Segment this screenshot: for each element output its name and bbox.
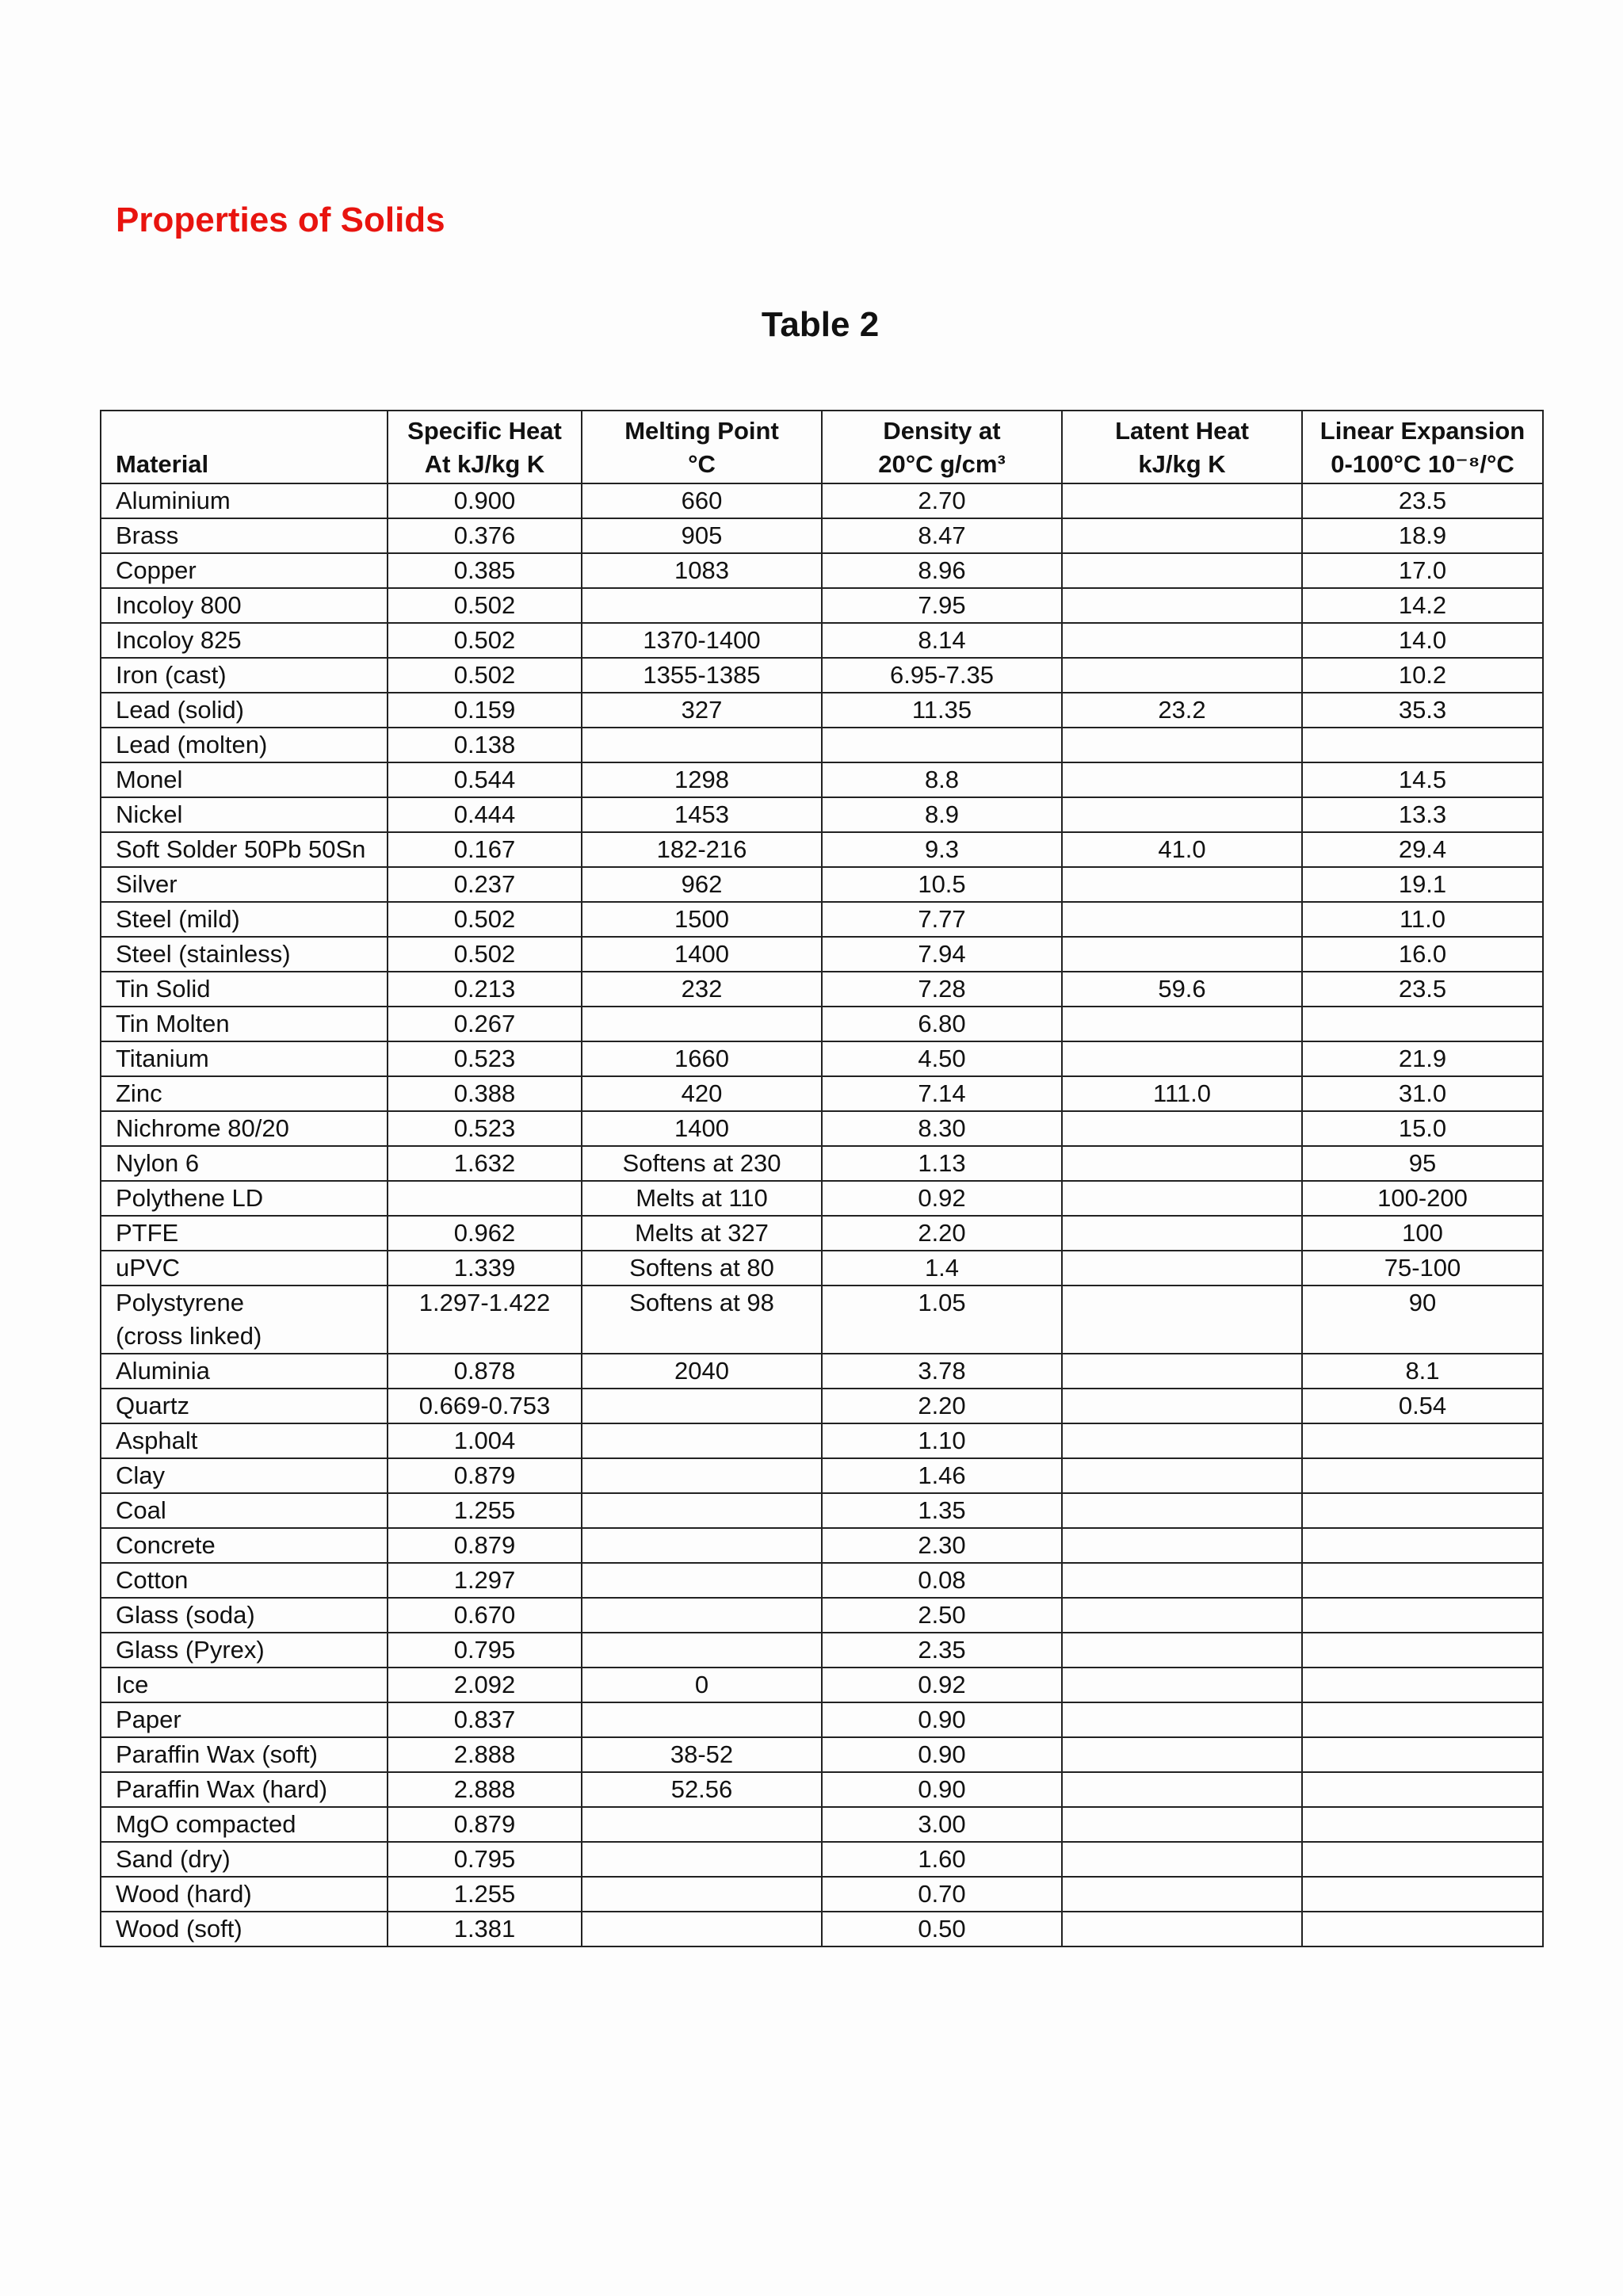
cell-latent-heat bbox=[1062, 937, 1302, 972]
cell-material: Iron (cast) bbox=[101, 658, 388, 693]
cell-specific-heat: 0.523 bbox=[388, 1111, 582, 1146]
cell-linear-expansion: 11.0 bbox=[1302, 902, 1543, 937]
cell-specific-heat: 1.297-1.422 bbox=[388, 1286, 582, 1354]
cell-material: uPVC bbox=[101, 1251, 388, 1286]
cell-material: Silver bbox=[101, 867, 388, 902]
cell-specific-heat: 1.632 bbox=[388, 1146, 582, 1181]
cell-material: Glass (soda) bbox=[101, 1598, 388, 1633]
cell-density: 1.46 bbox=[822, 1458, 1062, 1493]
cell-linear-expansion: 0.54 bbox=[1302, 1389, 1543, 1423]
cell-linear-expansion: 18.9 bbox=[1302, 518, 1543, 553]
cell-material: Cotton bbox=[101, 1563, 388, 1598]
header-material: Material bbox=[101, 411, 388, 483]
cell-density: 3.00 bbox=[822, 1807, 1062, 1842]
cell-specific-heat: 1.297 bbox=[388, 1563, 582, 1598]
cell-melting-point: 0 bbox=[582, 1668, 822, 1702]
table-row bbox=[101, 1877, 1543, 1912]
cell-melting-point bbox=[582, 1389, 822, 1423]
cell-melting-point: 1400 bbox=[582, 1111, 822, 1146]
cell-latent-heat bbox=[1062, 518, 1302, 553]
table-row bbox=[101, 937, 1543, 972]
cell-density: 0.50 bbox=[822, 1912, 1062, 1946]
cell-material: Sand (dry) bbox=[101, 1842, 388, 1877]
cell-density: 1.60 bbox=[822, 1842, 1062, 1877]
cell-melting-point bbox=[582, 1912, 822, 1946]
cell-specific-heat: 0.879 bbox=[388, 1458, 582, 1493]
table-row bbox=[101, 1528, 1543, 1563]
header-linear-expansion: Linear Expansion 0-100°C 10⁻⁸/°C bbox=[1302, 411, 1543, 483]
cell-specific-heat: 0.237 bbox=[388, 867, 582, 902]
cell-density: 0.90 bbox=[822, 1702, 1062, 1737]
cell-material: Paraffin Wax (soft) bbox=[101, 1737, 388, 1772]
cell-latent-heat bbox=[1062, 1041, 1302, 1076]
cell-material: Soft Solder 50Pb 50Sn bbox=[101, 832, 388, 867]
cell-density: 2.20 bbox=[822, 1389, 1062, 1423]
table-row bbox=[101, 1216, 1543, 1251]
table-row bbox=[101, 1807, 1543, 1842]
cell-melting-point bbox=[582, 1702, 822, 1737]
cell-latent-heat bbox=[1062, 1563, 1302, 1598]
cell-latent-heat bbox=[1062, 902, 1302, 937]
cell-melting-point: 232 bbox=[582, 972, 822, 1007]
cell-density: 4.50 bbox=[822, 1041, 1062, 1076]
cell-melting-point: 2040 bbox=[582, 1354, 822, 1389]
cell-material: Quartz bbox=[101, 1389, 388, 1423]
table-row bbox=[101, 1389, 1543, 1423]
cell-material: Wood (soft) bbox=[101, 1912, 388, 1946]
cell-material: Tin Solid bbox=[101, 972, 388, 1007]
cell-melting-point: 1660 bbox=[582, 1041, 822, 1076]
table-row bbox=[101, 1251, 1543, 1286]
cell-linear-expansion: 13.3 bbox=[1302, 797, 1543, 832]
cell-specific-heat: 0.669-0.753 bbox=[388, 1389, 582, 1423]
cell-density: 6.80 bbox=[822, 1007, 1062, 1041]
table-body bbox=[101, 483, 1543, 1946]
cell-melting-point bbox=[582, 1007, 822, 1041]
header-melting-point: Melting Point °C bbox=[582, 411, 822, 483]
cell-linear-expansion bbox=[1302, 1877, 1543, 1912]
cell-melting-point: 420 bbox=[582, 1076, 822, 1111]
table-row bbox=[101, 1842, 1543, 1877]
cell-density: 7.77 bbox=[822, 902, 1062, 937]
cell-specific-heat: 0.837 bbox=[388, 1702, 582, 1737]
cell-linear-expansion bbox=[1302, 1842, 1543, 1877]
cell-density: 0.08 bbox=[822, 1563, 1062, 1598]
cell-linear-expansion: 90 bbox=[1302, 1286, 1543, 1354]
cell-density: 7.94 bbox=[822, 937, 1062, 972]
cell-density: 2.50 bbox=[822, 1598, 1062, 1633]
cell-melting-point bbox=[582, 1423, 822, 1458]
table-row bbox=[101, 1633, 1543, 1668]
cell-specific-heat: 1.339 bbox=[388, 1251, 582, 1286]
cell-specific-heat: 0.502 bbox=[388, 937, 582, 972]
cell-density: 9.3 bbox=[822, 832, 1062, 867]
cell-linear-expansion bbox=[1302, 1772, 1543, 1807]
cell-latent-heat: 111.0 bbox=[1062, 1076, 1302, 1111]
cell-material: Nickel bbox=[101, 797, 388, 832]
table-row bbox=[101, 658, 1543, 693]
cell-density: 1.35 bbox=[822, 1493, 1062, 1528]
cell-melting-point bbox=[582, 1633, 822, 1668]
cell-material: Asphalt bbox=[101, 1423, 388, 1458]
cell-density: 8.14 bbox=[822, 623, 1062, 658]
cell-linear-expansion bbox=[1302, 1493, 1543, 1528]
cell-material: Monel bbox=[101, 762, 388, 797]
table-row bbox=[101, 1702, 1543, 1737]
cell-melting-point bbox=[582, 1493, 822, 1528]
cell-linear-expansion bbox=[1302, 1633, 1543, 1668]
cell-material: Brass bbox=[101, 518, 388, 553]
cell-linear-expansion bbox=[1302, 1528, 1543, 1563]
cell-density: 0.90 bbox=[822, 1772, 1062, 1807]
cell-material: Tin Molten bbox=[101, 1007, 388, 1041]
cell-linear-expansion bbox=[1302, 728, 1543, 762]
cell-melting-point bbox=[582, 1842, 822, 1877]
cell-density: 6.95-7.35 bbox=[822, 658, 1062, 693]
cell-latent-heat bbox=[1062, 1912, 1302, 1946]
cell-density: 2.30 bbox=[822, 1528, 1062, 1563]
cell-density: 1.05 bbox=[822, 1286, 1062, 1354]
cell-density: 8.47 bbox=[822, 518, 1062, 553]
cell-melting-point bbox=[582, 1458, 822, 1493]
cell-specific-heat: 0.213 bbox=[388, 972, 582, 1007]
cell-latent-heat bbox=[1062, 1389, 1302, 1423]
cell-density: 1.13 bbox=[822, 1146, 1062, 1181]
cell-material: Lead (molten) bbox=[101, 728, 388, 762]
cell-latent-heat bbox=[1062, 1493, 1302, 1528]
cell-latent-heat bbox=[1062, 1146, 1302, 1181]
table-row bbox=[101, 1772, 1543, 1807]
table-row bbox=[101, 588, 1543, 623]
table-row bbox=[101, 1598, 1543, 1633]
cell-latent-heat bbox=[1062, 1007, 1302, 1041]
cell-latent-heat bbox=[1062, 1668, 1302, 1702]
cell-material: Lead (solid) bbox=[101, 693, 388, 728]
cell-linear-expansion bbox=[1302, 1737, 1543, 1772]
cell-density bbox=[822, 728, 1062, 762]
cell-density: 2.20 bbox=[822, 1216, 1062, 1251]
cell-linear-expansion bbox=[1302, 1007, 1543, 1041]
table-row bbox=[101, 762, 1543, 797]
cell-melting-point bbox=[582, 1563, 822, 1598]
table-row bbox=[101, 1423, 1543, 1458]
cell-density: 8.9 bbox=[822, 797, 1062, 832]
cell-latent-heat bbox=[1062, 588, 1302, 623]
cell-material: Aluminium bbox=[101, 483, 388, 518]
cell-material: Nichrome 80/20 bbox=[101, 1111, 388, 1146]
cell-specific-heat: 0.385 bbox=[388, 553, 582, 588]
table-row bbox=[101, 728, 1543, 762]
cell-specific-heat: 0.267 bbox=[388, 1007, 582, 1041]
table-row bbox=[101, 1181, 1543, 1216]
cell-linear-expansion: 8.1 bbox=[1302, 1354, 1543, 1389]
cell-material: Ice bbox=[101, 1668, 388, 1702]
cell-melting-point: 327 bbox=[582, 693, 822, 728]
cell-latent-heat bbox=[1062, 1877, 1302, 1912]
cell-specific-heat: 0.900 bbox=[388, 483, 582, 518]
header-specific-heat: Specific Heat At kJ/kg K bbox=[388, 411, 582, 483]
cell-linear-expansion: 17.0 bbox=[1302, 553, 1543, 588]
table-row bbox=[101, 1563, 1543, 1598]
cell-linear-expansion bbox=[1302, 1598, 1543, 1633]
table-row bbox=[101, 1111, 1543, 1146]
cell-density: 0.92 bbox=[822, 1668, 1062, 1702]
cell-linear-expansion bbox=[1302, 1702, 1543, 1737]
cell-linear-expansion: 14.0 bbox=[1302, 623, 1543, 658]
cell-density: 11.35 bbox=[822, 693, 1062, 728]
cell-specific-heat: 0.795 bbox=[388, 1633, 582, 1668]
cell-linear-expansion: 23.5 bbox=[1302, 972, 1543, 1007]
cell-melting-point: 1083 bbox=[582, 553, 822, 588]
table-row bbox=[101, 1286, 1543, 1354]
cell-material: Polythene LD bbox=[101, 1181, 388, 1216]
cell-melting-point: 38-52 bbox=[582, 1737, 822, 1772]
table-row bbox=[101, 623, 1543, 658]
cell-melting-point: 1500 bbox=[582, 902, 822, 937]
cell-material: Titanium bbox=[101, 1041, 388, 1076]
cell-material: Coal bbox=[101, 1493, 388, 1528]
cell-linear-expansion: 100 bbox=[1302, 1216, 1543, 1251]
cell-density: 10.5 bbox=[822, 867, 1062, 902]
table-row bbox=[101, 902, 1543, 937]
cell-material: PTFE bbox=[101, 1216, 388, 1251]
cell-material: Nylon 6 bbox=[101, 1146, 388, 1181]
cell-specific-heat: 0.878 bbox=[388, 1354, 582, 1389]
table-row bbox=[101, 972, 1543, 1007]
cell-specific-heat: 0.502 bbox=[388, 588, 582, 623]
cell-density: 0.70 bbox=[822, 1877, 1062, 1912]
cell-latent-heat bbox=[1062, 867, 1302, 902]
cell-melting-point bbox=[582, 728, 822, 762]
cell-material: Paraffin Wax (hard) bbox=[101, 1772, 388, 1807]
cell-melting-point bbox=[582, 1528, 822, 1563]
cell-material: MgO compacted bbox=[101, 1807, 388, 1842]
cell-specific-heat: 0.879 bbox=[388, 1807, 582, 1842]
cell-specific-heat: 1.255 bbox=[388, 1493, 582, 1528]
cell-latent-heat bbox=[1062, 1737, 1302, 1772]
cell-linear-expansion: 14.5 bbox=[1302, 762, 1543, 797]
cell-latent-heat bbox=[1062, 1251, 1302, 1286]
cell-latent-heat bbox=[1062, 623, 1302, 658]
cell-latent-heat bbox=[1062, 1286, 1302, 1354]
properties-table bbox=[100, 410, 1544, 1947]
cell-material: Incoloy 800 bbox=[101, 588, 388, 623]
table-row bbox=[101, 1007, 1543, 1041]
header-latent-heat: Latent Heat kJ/kg K bbox=[1062, 411, 1302, 483]
cell-melting-point: 52.56 bbox=[582, 1772, 822, 1807]
cell-latent-heat bbox=[1062, 1598, 1302, 1633]
cell-melting-point bbox=[582, 1877, 822, 1912]
cell-latent-heat bbox=[1062, 553, 1302, 588]
cell-material: Glass (Pyrex) bbox=[101, 1633, 388, 1668]
cell-material: Zinc bbox=[101, 1076, 388, 1111]
table-row bbox=[101, 1493, 1543, 1528]
cell-specific-heat: 0.502 bbox=[388, 658, 582, 693]
cell-specific-heat: 2.888 bbox=[388, 1737, 582, 1772]
cell-latent-heat bbox=[1062, 1354, 1302, 1389]
cell-melting-point: Softens at 98 bbox=[582, 1286, 822, 1354]
cell-specific-heat: 0.962 bbox=[388, 1216, 582, 1251]
cell-latent-heat bbox=[1062, 1633, 1302, 1668]
cell-melting-point bbox=[582, 588, 822, 623]
cell-linear-expansion bbox=[1302, 1807, 1543, 1842]
cell-linear-expansion: 75-100 bbox=[1302, 1251, 1543, 1286]
table-row bbox=[101, 518, 1543, 553]
table-row bbox=[101, 867, 1543, 902]
cell-density: 8.30 bbox=[822, 1111, 1062, 1146]
cell-specific-heat: 0.167 bbox=[388, 832, 582, 867]
cell-melting-point: 962 bbox=[582, 867, 822, 902]
cell-material: Aluminia bbox=[101, 1354, 388, 1389]
cell-linear-expansion bbox=[1302, 1458, 1543, 1493]
cell-latent-heat bbox=[1062, 1772, 1302, 1807]
cell-specific-heat: 1.381 bbox=[388, 1912, 582, 1946]
cell-linear-expansion: 10.2 bbox=[1302, 658, 1543, 693]
cell-melting-point: 1453 bbox=[582, 797, 822, 832]
cell-material: Steel (mild) bbox=[101, 902, 388, 937]
cell-material: Clay bbox=[101, 1458, 388, 1493]
cell-density: 1.10 bbox=[822, 1423, 1062, 1458]
cell-linear-expansion bbox=[1302, 1423, 1543, 1458]
cell-density: 8.8 bbox=[822, 762, 1062, 797]
cell-specific-heat: 0.795 bbox=[388, 1842, 582, 1877]
cell-material: Polystyrene (cross linked) bbox=[101, 1286, 388, 1354]
table-row bbox=[101, 553, 1543, 588]
cell-density: 1.4 bbox=[822, 1251, 1062, 1286]
cell-specific-heat: 2.092 bbox=[388, 1668, 582, 1702]
table-header-row bbox=[101, 411, 1543, 483]
cell-density: 8.96 bbox=[822, 553, 1062, 588]
cell-latent-heat: 23.2 bbox=[1062, 693, 1302, 728]
table-row bbox=[101, 693, 1543, 728]
cell-specific-heat: 0.544 bbox=[388, 762, 582, 797]
cell-density: 0.90 bbox=[822, 1737, 1062, 1772]
cell-density: 2.35 bbox=[822, 1633, 1062, 1668]
cell-melting-point: 905 bbox=[582, 518, 822, 553]
cell-melting-point: Melts at 327 bbox=[582, 1216, 822, 1251]
cell-linear-expansion: 100-200 bbox=[1302, 1181, 1543, 1216]
cell-specific-heat: 0.502 bbox=[388, 902, 582, 937]
cell-material: Steel (stainless) bbox=[101, 937, 388, 972]
cell-linear-expansion bbox=[1302, 1563, 1543, 1598]
cell-linear-expansion bbox=[1302, 1912, 1543, 1946]
cell-specific-heat: 0.159 bbox=[388, 693, 582, 728]
cell-melting-point: 1400 bbox=[582, 937, 822, 972]
cell-specific-heat: 0.670 bbox=[388, 1598, 582, 1633]
table-row bbox=[101, 832, 1543, 867]
cell-density: 2.70 bbox=[822, 483, 1062, 518]
cell-linear-expansion: 19.1 bbox=[1302, 867, 1543, 902]
cell-latent-heat bbox=[1062, 1528, 1302, 1563]
cell-material: Concrete bbox=[101, 1528, 388, 1563]
cell-material: Incoloy 825 bbox=[101, 623, 388, 658]
cell-material: Copper bbox=[101, 553, 388, 588]
cell-linear-expansion: 23.5 bbox=[1302, 483, 1543, 518]
table-row bbox=[101, 483, 1543, 518]
cell-material: Wood (hard) bbox=[101, 1877, 388, 1912]
cell-melting-point: 1355-1385 bbox=[582, 658, 822, 693]
cell-density: 3.78 bbox=[822, 1354, 1062, 1389]
cell-linear-expansion: 14.2 bbox=[1302, 588, 1543, 623]
cell-specific-heat: 0.444 bbox=[388, 797, 582, 832]
cell-melting-point: 660 bbox=[582, 483, 822, 518]
cell-melting-point: 182-216 bbox=[582, 832, 822, 867]
cell-melting-point: Softens at 230 bbox=[582, 1146, 822, 1181]
table-row bbox=[101, 1146, 1543, 1181]
table-row bbox=[101, 1354, 1543, 1389]
table-title: Table 2 bbox=[761, 305, 880, 344]
cell-specific-heat bbox=[388, 1181, 582, 1216]
cell-linear-expansion: 95 bbox=[1302, 1146, 1543, 1181]
cell-latent-heat bbox=[1062, 797, 1302, 832]
cell-melting-point: Melts at 110 bbox=[582, 1181, 822, 1216]
cell-linear-expansion: 35.3 bbox=[1302, 693, 1543, 728]
cell-latent-heat: 41.0 bbox=[1062, 832, 1302, 867]
table-row bbox=[101, 1737, 1543, 1772]
cell-latent-heat bbox=[1062, 728, 1302, 762]
cell-linear-expansion bbox=[1302, 1668, 1543, 1702]
cell-melting-point bbox=[582, 1598, 822, 1633]
cell-material: Paper bbox=[101, 1702, 388, 1737]
header-density: Density at 20°C g/cm³ bbox=[822, 411, 1062, 483]
cell-latent-heat bbox=[1062, 658, 1302, 693]
cell-specific-heat: 0.879 bbox=[388, 1528, 582, 1563]
cell-specific-heat: 0.376 bbox=[388, 518, 582, 553]
cell-specific-heat: 0.138 bbox=[388, 728, 582, 762]
cell-linear-expansion: 21.9 bbox=[1302, 1041, 1543, 1076]
cell-specific-heat: 2.888 bbox=[388, 1772, 582, 1807]
cell-specific-heat: 0.523 bbox=[388, 1041, 582, 1076]
cell-latent-heat bbox=[1062, 483, 1302, 518]
table-row bbox=[101, 1076, 1543, 1111]
cell-melting-point bbox=[582, 1807, 822, 1842]
cell-latent-heat bbox=[1062, 1423, 1302, 1458]
cell-melting-point: Softens at 80 bbox=[582, 1251, 822, 1286]
cell-latent-heat bbox=[1062, 1807, 1302, 1842]
table-row bbox=[101, 797, 1543, 832]
cell-melting-point: 1298 bbox=[582, 762, 822, 797]
cell-specific-heat: 0.388 bbox=[388, 1076, 582, 1111]
table-row bbox=[101, 1668, 1543, 1702]
cell-density: 7.14 bbox=[822, 1076, 1062, 1111]
cell-latent-heat bbox=[1062, 762, 1302, 797]
cell-melting-point: 1370-1400 bbox=[582, 623, 822, 658]
cell-density: 0.92 bbox=[822, 1181, 1062, 1216]
cell-latent-heat bbox=[1062, 1702, 1302, 1737]
cell-latent-heat bbox=[1062, 1458, 1302, 1493]
page-heading: Properties of Solids bbox=[116, 201, 445, 239]
cell-latent-heat bbox=[1062, 1181, 1302, 1216]
table-row bbox=[101, 1458, 1543, 1493]
cell-density: 7.28 bbox=[822, 972, 1062, 1007]
cell-latent-heat: 59.6 bbox=[1062, 972, 1302, 1007]
table-row bbox=[101, 1041, 1543, 1076]
cell-latent-heat bbox=[1062, 1111, 1302, 1146]
cell-linear-expansion: 31.0 bbox=[1302, 1076, 1543, 1111]
cell-specific-heat: 1.004 bbox=[388, 1423, 582, 1458]
cell-linear-expansion: 29.4 bbox=[1302, 832, 1543, 867]
cell-linear-expansion: 16.0 bbox=[1302, 937, 1543, 972]
cell-latent-heat bbox=[1062, 1216, 1302, 1251]
cell-latent-heat bbox=[1062, 1842, 1302, 1877]
cell-density: 7.95 bbox=[822, 588, 1062, 623]
cell-linear-expansion: 15.0 bbox=[1302, 1111, 1543, 1146]
cell-specific-heat: 0.502 bbox=[388, 623, 582, 658]
cell-specific-heat: 1.255 bbox=[388, 1877, 582, 1912]
table-row bbox=[101, 1912, 1543, 1946]
